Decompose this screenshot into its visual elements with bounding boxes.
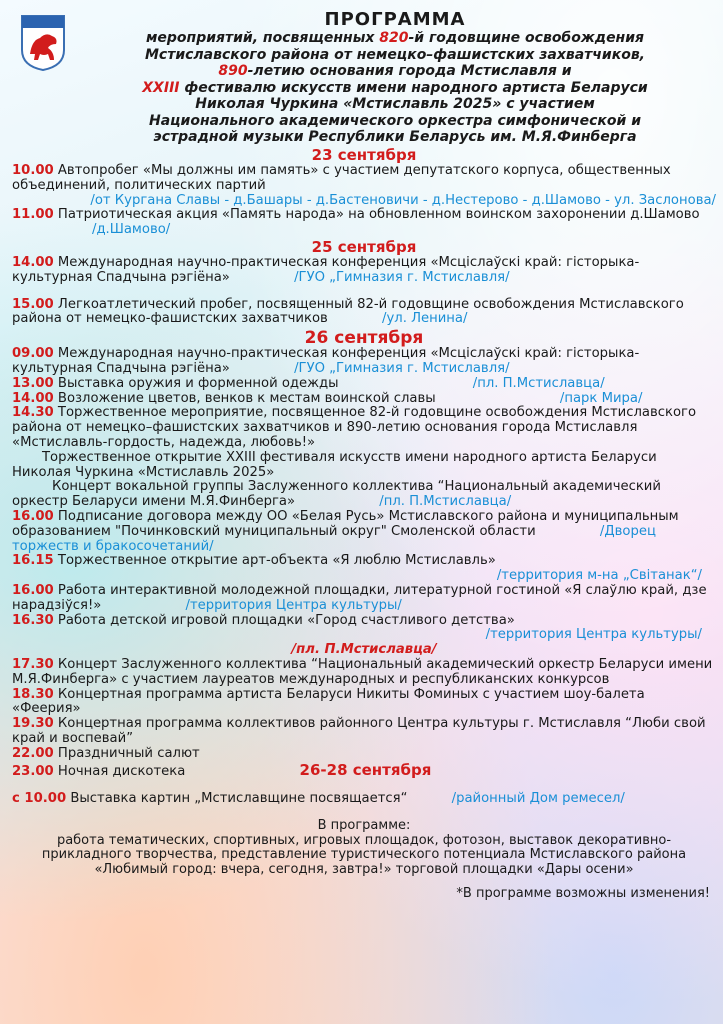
event-row: 14.30 Торжественное мероприятие, посвященное 82-й годовщине освобождения Мстиславского района от немецко–фашистских захватчиков и 890-летию основания города Мстиславля «Мстиславль-гордость, надежда, любовь!» xyxy=(12,405,697,450)
header-line-4: XXIII фестивалю искусств имени народного артиста Беларуси xyxy=(142,79,648,96)
event-location: /территория м-на „Світанак“/ xyxy=(496,568,702,584)
coat-of-arms-icon xyxy=(20,14,66,72)
date-heading: 23 сентября xyxy=(311,146,417,164)
program-content xyxy=(12,146,716,902)
event-row: 11.00 Патриотическая акция «Память народа» на обновленном воинском захоронении д.Шамово /д.Шамово/ xyxy=(12,207,700,238)
event-row: 15.00 Легкоатлетический пробег, посвященный 82-й годовщине освобождения Мстиславского района от немецко-фашистских захватчиков /ул. Ленина/ xyxy=(12,296,684,327)
date-heading: 26 сентября xyxy=(304,328,424,349)
date-heading: 26-28 сентября xyxy=(299,761,432,780)
event-row: 10.00 Автопробег «Мы должны им память» с участием депутатского корпуса, общественных объединений, политических партий xyxy=(12,163,671,193)
date-heading: 25 сентября xyxy=(311,237,417,256)
event-row: 19.30 Концертная программа коллективов районного Центра культуры г. Мстиславля “Люби свой край и воспевай” xyxy=(12,716,706,746)
event-row: 14.00 Возложение цветов, венков к местам воинской славы /парк Мира/ xyxy=(12,390,643,406)
event-row: 09.00 Международная научно-практическая конференция «Мсціслаўскі край: гісторыка-культурная Спадчына рэгіёна» /ГУО „Гимназия г. Мстиславля/ xyxy=(12,346,640,376)
event-row: 22.00 Праздничный салют xyxy=(12,745,200,761)
header-line-5: Николая Чуркина «Мстиславль 2025» с участием xyxy=(195,96,595,112)
header-line-7: эстрадной музыки Республики Беларусь им. М.Я.Финберга xyxy=(153,129,637,145)
event-row: 16.30 Работа детской игровой площадки «Город счастливого детства» xyxy=(12,612,515,628)
header-line-1: мероприятий, посвященных 820-й годовщине освобождения xyxy=(145,30,645,46)
footer-text: работа тематических, спортивных, игровых площадок, фотозон, выставок декоративно-прикладного творчества, представление туристического потенциала Мстиславского района «Любимый город: вчера, сегодня, завтра!» торговой площадки «Дары осени» xyxy=(41,832,687,877)
event-row: 17.30 Концерт Заслуженного коллектива “Национальный академический оркестр Беларуси имени М.Я.Финберга» с участием лауреатов международных и республиканских конкурсов xyxy=(12,656,713,687)
sub-location-heading: /пл. П.Мстиславца/ xyxy=(291,642,437,658)
event-location: /от Кургана Славы - д.Башары - д.Бастеновичи - д.Нестерово - д.Шамово - ул. Заслонова/ xyxy=(90,192,716,208)
header-line-6: Национального академического оркестра симфонической и xyxy=(148,112,642,129)
event-row: 18.30 Концертная программа артиста Беларуси Никиты Фоминых с участием шоу-балета «Феерия» xyxy=(12,686,645,717)
event-row: 14.00 Международная научно-практическая конференция «Мсціслаўскі край: гісторыка-культурная Спадчына рэгіёна» /ГУО „Гимназия г. Мстиславля/ xyxy=(12,254,640,285)
event-row: 16.15 Торжественное открытие арт-объекта «Я люблю Мстиславль» xyxy=(12,553,496,569)
footer-heading: В программе: xyxy=(317,818,411,834)
event-row: 16.00 Подписание договора между ОО «Белая Русь» Мстиславского района и муниципальным образованием "Починковский муниципальный округ" Смоленской области /Дворец торжеств и бракосочетаний/ xyxy=(12,508,679,554)
event-row: Торжественное открытие XXIII фестиваля искусств имени народного артиста Беларуси Николая Чуркина «Мстиславль 2025» xyxy=(12,449,657,480)
header-line-3: 890-летию основания города Мстиславля и xyxy=(218,63,572,79)
event-row: 13.00 Выставка оружия и форменной одежды /пл. П.Мстиславца/ xyxy=(12,375,605,391)
header-line-2: Мстиславского района от немецко–фашистских захватчиков, xyxy=(144,46,646,63)
event-row: 23.00 Ночная дискотека 26-28 сентября xyxy=(12,761,432,780)
event-row: с 10.00 Выставка картин „Мстиславщине посвящается“ /районный Дом ремесел/ xyxy=(12,791,625,807)
event-row: 16.00 Работа интерактивной молодежной площадки, литературной гостиной «Я слаўлю край, дзе нарадзіўся!» /территория Центра культуры/ xyxy=(12,582,707,613)
program-title: ПРОГРАММА xyxy=(324,9,466,30)
event-row: Концерт вокальной группы Заслуженного коллектива “Национальный академический оркестр Беларуси имени М.Я.Финберга» /пл. П.Мстиславца/ xyxy=(12,479,661,510)
event-location: /территория Центра культуры/ xyxy=(485,627,702,643)
program-header xyxy=(70,10,720,146)
changes-note: *В программе возможны изменения! xyxy=(456,886,710,902)
